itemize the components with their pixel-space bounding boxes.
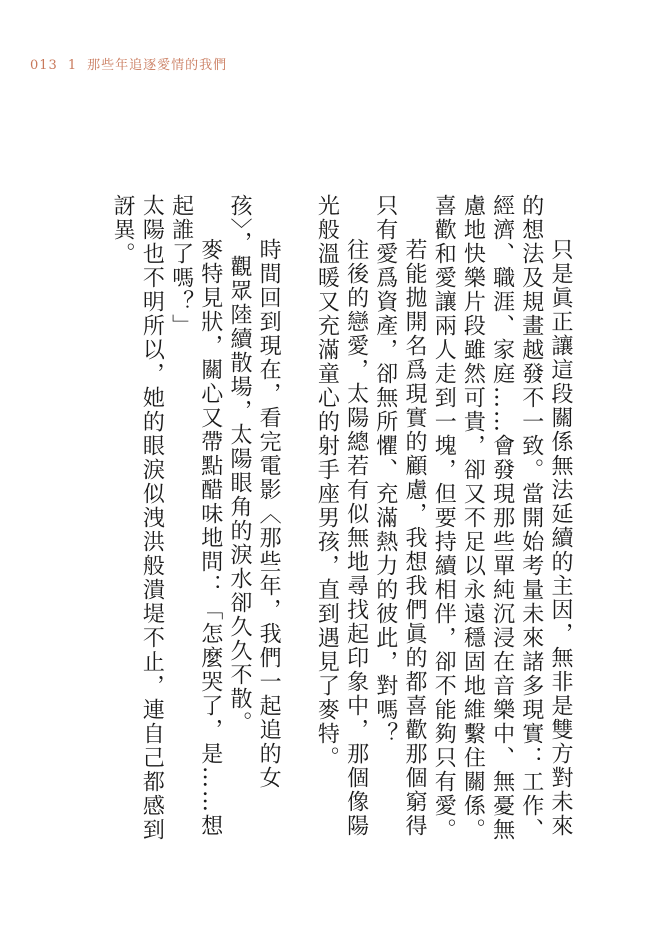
paragraph-2: 若能拋開名爲現實的顧慮，我想我們眞的都喜歡那個窮得只有愛爲資產，卻無所懼、充滿熱力的彼此，對嗎？ (372, 194, 427, 838)
paragraph-4: 時間回到現在，看完電影〈那些年，我們一起追的女孩〉，觀眾陸續散場，太陽眼角的淚水卻久久不散。 (226, 194, 282, 790)
paragraph-5: 麥特見狀，關心又帶點醋味地問：「怎麼哭了，是……想起誰了嗎？」 (168, 194, 223, 838)
chapter-number: 1 (67, 58, 78, 73)
body-text (50, 194, 575, 844)
page-number: 013 (30, 58, 58, 73)
paragraph-1: 只是眞正讓這段關係無法延續的主因，無非是雙方對未來的想法及規畫越發不一致。當開始考量未來諸多現實：工作、經濟、職涯、家庭……會發現那些單純沉浸在音樂中、無憂無慮地快樂片段雖然可貴，卻又不足以永遠穩固地維繫住關係。喜歡和愛讓兩人走到一塊，但要持續相伴，卻不能夠只有愛。 (431, 194, 573, 842)
paragraph-6: 太陽也不明所以，她的眼淚似洩洪般潰堤不止，連自己都感到訝異。 (110, 194, 165, 842)
paragraph-3: 往後的戀愛，太陽總若有似無地尋找起印象中，那個像陽光般溫暖又充滿童心的射手座男孩，直到遇見了麥特。 (314, 194, 369, 838)
running-header (30, 54, 237, 73)
chapter-title: 那些年追逐愛情的我們 (87, 58, 228, 73)
